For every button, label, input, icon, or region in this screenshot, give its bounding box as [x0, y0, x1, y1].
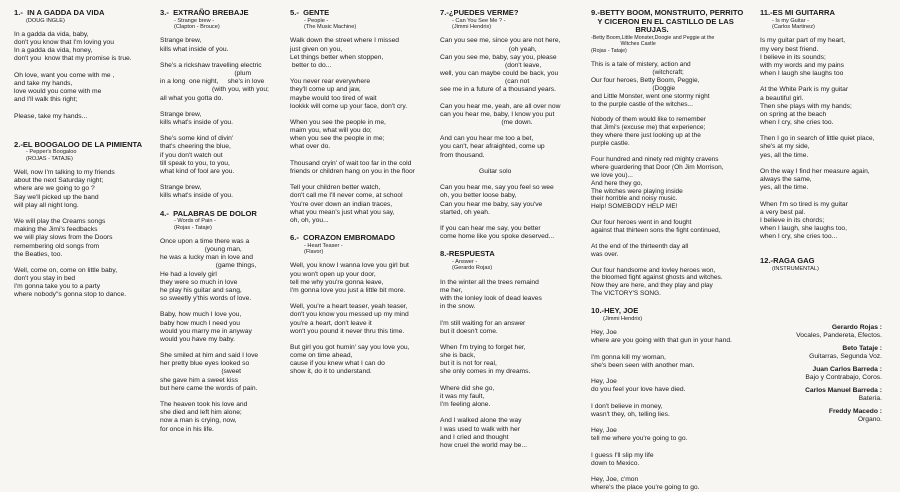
song-title: 11.-ES MI GUITARRA	[760, 8, 835, 17]
credit-name: Beto Tataje :	[842, 345, 882, 352]
song-lyrics: Can you see me, since you are not here, (oh yeah, Can you see me, baby, say you, please (don't leave, well, you can maybe could be back, you (can not see me in a future of a thousand years. Can you hear me, yeah, are all over now can you hear me, baby, I know you put (me down. And can you hear me too a bet, you can't, hear afraighted, come up from thousand. Guitar solo Can you hear me, say you feel so wee oh, you better loose baby, Can you hear me baby, say you've started, oh yeah. If you can hear me say, you better come home like you spoke deserved...	[440, 37, 561, 241]
song-subtitle: -Betty Boom,Little Monster,Doogie and Peggie at the Witches Castle (Rojas - Tataje)	[591, 34, 715, 54]
song-1	[14, 9, 154, 121]
credit-name: Freddy Macedo :	[828, 408, 882, 415]
credit-role: Bajo y Contrabajo, Coros.	[805, 374, 882, 381]
song-lyrics: In a gadda da vida, baby, don't you know that I'm loving you In a gadda da vida, honey, don't you know that my promise is true. Oh love, want you come with me , and take my hands, love would you come with me and I'll walk this right; Please, take my hands...	[14, 31, 132, 120]
song-title: 12.-RAGA GAG	[760, 256, 815, 266]
song-title: 10.-HEY, JOE	[591, 306, 639, 316]
credit-entry	[732, 366, 882, 382]
song-subtitle: - Words of Pain - (Rojas - Tataje)	[174, 218, 216, 231]
song-lyrics: Well, now I'm talking to my friends about the next Saturday night; where are we going to go ? Say we'll picked up the band will play all night long. We will play the Creams songs making the Jimi's feedbacks we will play slows from the Doors remembering old songs from the Beatles, too. Well, come on, come on little baby, don't you stay in bed I'm gonna take you to a party where nobody"s gonna stop to dance.	[14, 169, 127, 299]
column-2	[160, 0, 290, 449]
song-title: 1.- IN A GADDA DA VIDA	[14, 8, 105, 17]
song-subtitle: (Jimmi Hendrix)	[603, 315, 643, 322]
credit-entry	[732, 408, 882, 424]
song-subtitle: - Is my Guitar - (Carlos Martinez)	[772, 17, 815, 30]
credit-name: Juan Carlos Barreda :	[812, 366, 882, 373]
column-4	[440, 0, 585, 449]
song-title: 3.- EXTRAÑO BREBAJE	[160, 8, 249, 17]
song-6	[290, 234, 438, 377]
song-subtitle: (DOUG INGLE)	[26, 17, 65, 24]
credit-name: Gerardo Rojas :	[831, 324, 882, 331]
credit-entry	[732, 324, 882, 340]
song-10	[591, 307, 751, 492]
song-lyrics: Hey, Joe where are you going with that gun in your hand. I'm gonna kill my woman, she's been seen with another man. Hey, Joe do you feel your love have died. I don't believe in money, wasn't they, oh, telling lies. Hey, Joe tell me where you're going to go. I guess I'll slip my life down to Mexico. Hey, Joe, c'mon where's the place you're going to go.	[591, 329, 732, 492]
song-5	[290, 9, 438, 225]
band-credits	[732, 324, 882, 429]
song-lyrics: Once upon a time there was a (young man, he was a lucky man in love and (game things, He had a lovely girl they were so much in love he play his guitar and sang, so sweetly y'this words of love. Baby, how much I love you, baby how much I need you would you marry me in anyway would you have my baby. She smiled at him and said I love her pretty blue eyes looked so (sweet she gave him a sweet kiss but here came the words of pain. The heaven took his love and she died and left him alone; now a man is crying, now, for once in his life.	[160, 237, 259, 433]
song-2	[14, 141, 154, 300]
song-8	[440, 250, 585, 450]
song-7	[440, 9, 585, 241]
song-title: 6.- CORAZON EMBROMADO	[290, 233, 396, 242]
song-title: 5.- GENTE	[290, 8, 330, 17]
credit-name: Carlos Manuel Barreda :	[805, 387, 882, 394]
credit-role: Batería.	[858, 395, 882, 402]
song-9	[591, 9, 751, 298]
song-lyrics: This is a tale of mistery, action and (witchcraft; Our four heroes, Betty Boom, Peggie, (Doggie and Little Monster, went one stormy night to the purple castle of the witches... Nobody of them would like to remember that Jimi's (excuse me) that experience; they where there just looking up at the purple castle. Four hundred and ninety red mighty cravens where guardering that Door (Oh Jim Morrison, we love you)... And here they go, The witches were playing inside their horrible and noisy music. Help! SOMEBODY HELP ME! Our four heroes went in and fought against that thirteen sons the fight continued, At the end of the thirteenth day all was over. Our four handsome and lovley heroes won, the bloomed fight against ghosts and witches. Now they are here, and they play and play The VICTORY'S SONG.	[591, 61, 724, 298]
song-lyrics: Walk down the street where I missed just given on you, Let things better when stoppen, better to do... You never rear everywhere they'll come up and jaw, maybe would too tired of wait lookkk will come up your face, don't cry. When you see the people in me, maim you, what will you do; when you see the people in me; what over do. Thousand cryin' of wait too far in the cold friends or children hang on you in the floor Tell your children better watch, don't call me I'll never come, at school You're over down an indian traces, what you mean's just what you say, oh, oh, you...	[290, 37, 415, 224]
credit-role: Organo.	[857, 416, 882, 423]
song-title: 4.- PALABRAS DE DOLOR	[160, 208, 257, 218]
credit-role: Guitarras, Segunda Voz.	[809, 353, 882, 360]
song-title: 7.-¿PUEDES VERME?	[440, 8, 519, 17]
column-1	[14, 0, 154, 449]
song-lyrics: Is my guitar part of my heart, my very best friend. I believe in its sounds; with my words and my pains when I laugh she laughs too At the White Park is my guitar a beautiful girl. Then she plays with my hands; on spring at the beach when I cry, she cries too. Then I go in search of little quiet place, she's at my side, yes, all the time. On the way I find her measure again, always the same, yes, all the time. When I'm so tired is my guitar a very best pal. I believe in its chords; when I laugh, she laughs too, when I cry, she cries too...	[760, 37, 875, 241]
credit-entry	[732, 345, 882, 361]
song-subtitle: - Answer - (Gerardo Rojas)	[452, 258, 493, 272]
song-lyrics: Strange brew, kills what inside of you. She's a rickshaw travelling electric (plum in a long one night, she's in love (with you, with you; all what you gotta do. Strange brew, kills what's inside of you. She's some kind of divin' that's cheering the blue, if you don't watch out till speak to you, to you, what kind of fool are you. Strange brew, kills what's inside of you.	[160, 37, 269, 200]
song-3	[160, 9, 290, 201]
song-12	[760, 257, 890, 272]
song-subtitle: - Pepper's Boogaloo (ROJAS - TATAJE)	[26, 149, 77, 162]
song-title: 2.-EL BOOGALOO DE LA PIMIENTA	[14, 139, 143, 149]
song-subtitle: - Heart Teaser - (Flavor)	[304, 242, 343, 255]
credit-role: Vocales, Pandereta, Efectos.	[796, 332, 882, 339]
song-4	[160, 210, 290, 434]
column-3	[290, 0, 438, 449]
song-subtitle: - People - (The Music Machine)	[304, 17, 357, 30]
song-lyrics: Well, you know I wanna love you girl but you won't open up your door, tell me why you're gonna leave, I'm gonna love you just a little bit more. Well, you're a heart teaser, yeah teaser, don't you know you messed up my mind you're a heart, don't leave it won't you pound it never thru this time. But girl you got humin' say you love you, come on time ahead, cause if you knew what I can do show it, do it to understand.	[290, 262, 410, 376]
column-5	[591, 0, 751, 492]
song-title: 8.-RESPUESTA	[440, 249, 495, 259]
song-subtitle: - Strange brew - (Clapton - Brouce)	[174, 17, 220, 30]
song-subtitle: - Can You See Me ? - (Jimmi Hendrix)	[452, 17, 506, 30]
credit-entry	[732, 387, 882, 403]
song-lyrics: In the winter all the trees remaind me her, with the lonley look of dead leaves in the snow. I'm still waiting for an answer but it doesn't come. When I'm trying to forget her, she is back, but it is not for real, she only comes in my dreams. Where did she go, it was my fault, I'm feeling alone. And I walked alone the way I was used to walk with her and I cried and thought how cruel the world may be...	[440, 278, 542, 449]
song-subtitle: (INSTRUMENTAL)	[772, 265, 819, 272]
song-title: 9.-BETTY BOOM, MONSTRUITO, PERRITO Y CICERON EN EL CASTILLO DE LAS BRUJAS.	[591, 8, 744, 35]
song-11	[760, 9, 890, 241]
